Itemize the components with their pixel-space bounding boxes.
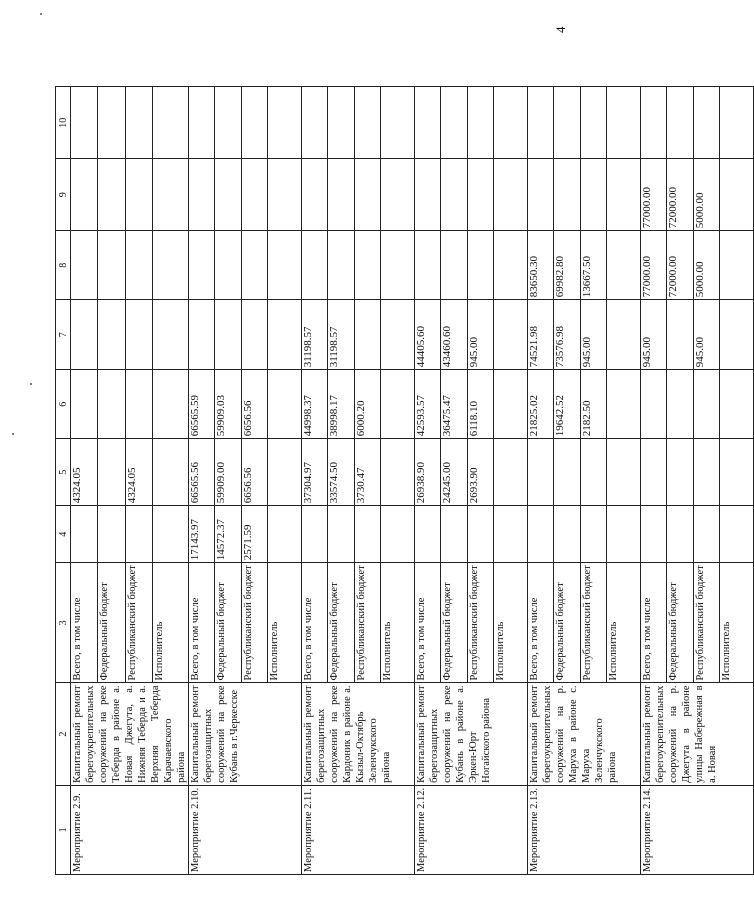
amount-cell — [441, 159, 468, 231]
header-cell: 10 — [56, 87, 71, 159]
scan-speck — [40, 13, 42, 15]
amount-cell — [415, 231, 441, 300]
amount-cell: 77000.00 — [641, 231, 667, 300]
amount-cell — [71, 231, 98, 300]
amount-cell — [641, 370, 667, 439]
amount-cell — [268, 231, 302, 300]
amount-cell — [607, 370, 641, 439]
header-cell: 1 — [56, 785, 71, 874]
amount-cell — [189, 87, 215, 159]
amount-cell — [554, 506, 581, 563]
amount-cell — [242, 300, 268, 370]
funding-source-label: Исполнитель — [720, 563, 754, 683]
amount-cell — [268, 439, 302, 506]
amount-cell — [528, 159, 554, 231]
amount-cell — [720, 439, 754, 506]
measure-id: Мероприятие 2.14. — [641, 785, 754, 874]
amount-cell: 73576.98 — [554, 300, 581, 370]
amount-cell — [641, 87, 667, 159]
amount-cell — [528, 506, 554, 563]
amount-cell — [441, 231, 468, 300]
amount-cell — [415, 159, 441, 231]
measure-id: Мероприятие 2.13. — [528, 785, 641, 874]
amount-cell: 38998.17 — [328, 370, 355, 439]
amount-cell — [494, 506, 528, 563]
measure-id: Мероприятие 2.12. — [415, 785, 528, 874]
amount-cell: 6656.56 — [242, 370, 268, 439]
amount-cell — [355, 506, 381, 563]
amount-cell: 945.00 — [694, 300, 720, 370]
amount-cell: 5000.00 — [694, 159, 720, 231]
funding-source-label: Федеральный бюджет — [441, 563, 468, 683]
funding-source-label: Федеральный бюджет — [98, 563, 126, 683]
amount-cell — [98, 159, 126, 231]
measure-id: Мероприятие 2.10. — [189, 785, 302, 874]
amount-cell: 21825.02 — [528, 370, 554, 439]
table-row — [71, 87, 98, 875]
amount-cell: 945.00 — [581, 300, 607, 370]
amount-cell — [71, 370, 98, 439]
amount-cell — [468, 159, 494, 231]
amount-cell — [126, 87, 153, 159]
amount-cell: 31198.57 — [328, 300, 355, 370]
table-body — [56, 87, 754, 875]
amount-cell — [528, 87, 554, 159]
amount-cell — [607, 506, 641, 563]
amount-cell: 3730.47 — [355, 439, 381, 506]
funding-source-label: Республиканский бюджет — [694, 563, 720, 683]
amount-cell: 74521.98 — [528, 300, 554, 370]
amount-cell — [468, 506, 494, 563]
funding-source-label: Всего, в том числе — [641, 563, 667, 683]
amount-cell — [720, 300, 754, 370]
amount-cell — [581, 439, 607, 506]
amount-cell — [581, 506, 607, 563]
measure-description: Капитальный ремонт берегоукрепительных сооружений на реке Теберда в районе а. Новая Джегута, а. Нижняя Теберда и а. Верхняя Теберда Карачаевского района — [71, 683, 189, 785]
amount-cell: 72000.00 — [667, 231, 694, 300]
amount-cell — [189, 300, 215, 370]
amount-cell — [415, 506, 441, 563]
amount-cell — [667, 506, 694, 563]
amount-cell — [694, 87, 720, 159]
amount-cell — [355, 87, 381, 159]
amount-cell — [694, 506, 720, 563]
amount-cell: 945.00 — [468, 300, 494, 370]
measure-id: Мероприятие 2.11. — [302, 785, 415, 874]
funding-source-label: Республиканский бюджет — [581, 563, 607, 683]
amount-cell — [71, 300, 98, 370]
amount-cell — [126, 370, 153, 439]
amount-cell: 69982.80 — [554, 231, 581, 300]
amount-cell — [581, 87, 607, 159]
funding-source-label: Республиканский бюджет — [355, 563, 381, 683]
amount-cell: 42593.57 — [415, 370, 441, 439]
amount-cell — [328, 506, 355, 563]
amount-cell: 945.00 — [641, 300, 667, 370]
amount-cell — [381, 300, 415, 370]
amount-cell — [720, 506, 754, 563]
amount-cell — [607, 87, 641, 159]
amount-cell — [641, 506, 667, 563]
amount-cell — [328, 231, 355, 300]
page-number: 4 — [553, 26, 568, 33]
amount-cell — [554, 159, 581, 231]
amount-cell — [441, 506, 468, 563]
amount-cell — [607, 159, 641, 231]
funding-source-label: Республиканский бюджет — [126, 563, 153, 683]
funding-source-label: Исполнитель — [607, 563, 641, 683]
amount-cell: 2693.90 — [468, 439, 494, 506]
amount-cell — [153, 87, 189, 159]
amount-cell: 33574.50 — [328, 439, 355, 506]
measure-id: Мероприятие 2.9. — [71, 785, 189, 874]
amount-cell — [98, 370, 126, 439]
amount-cell: 19642.52 — [554, 370, 581, 439]
scan-speck — [12, 433, 14, 435]
amount-cell — [667, 439, 694, 506]
amount-cell — [302, 87, 328, 159]
table-row — [189, 87, 215, 875]
amount-cell — [153, 439, 189, 506]
amount-cell — [215, 231, 242, 300]
measure-description: Капитальный ремонт берегозащитных сооружений на реке Кубань в г.Черкесске — [189, 683, 302, 785]
funding-source-label: Федеральный бюджет — [554, 563, 581, 683]
amount-cell — [268, 300, 302, 370]
scan-speck — [30, 383, 32, 385]
funding-source-label: Всего, в том числе — [415, 563, 441, 683]
amount-cell — [126, 300, 153, 370]
funding-source-label: Исполнитель — [268, 563, 302, 683]
amount-cell — [720, 159, 754, 231]
program-table — [55, 86, 754, 875]
amount-cell — [153, 300, 189, 370]
amount-cell — [667, 87, 694, 159]
amount-cell — [355, 231, 381, 300]
amount-cell: 77000.00 — [641, 159, 667, 231]
amount-cell — [71, 87, 98, 159]
amount-cell — [302, 159, 328, 231]
amount-cell — [554, 87, 581, 159]
amount-cell — [98, 231, 126, 300]
amount-cell: 24245.00 — [441, 439, 468, 506]
measure-description: Капитальный ремонт берегозащитных сооружений на реке Кардоник в районе а. Кызыл-Октябрь Зеленчукского района — [302, 683, 415, 785]
amount-cell: 17143.97 — [189, 506, 215, 563]
header-cell: 3 — [56, 563, 71, 683]
table-row — [641, 87, 667, 875]
funding-source-label: Республиканский бюджет — [242, 563, 268, 683]
amount-cell: 66565.56 — [189, 439, 215, 506]
amount-cell — [494, 159, 528, 231]
amount-cell: 2182.50 — [581, 370, 607, 439]
amount-cell — [153, 231, 189, 300]
amount-cell — [528, 439, 554, 506]
header-row — [56, 87, 71, 875]
amount-cell: 36475.47 — [441, 370, 468, 439]
amount-cell: 44998.37 — [302, 370, 328, 439]
amount-cell — [607, 300, 641, 370]
amount-cell — [381, 87, 415, 159]
amount-cell: 44405.60 — [415, 300, 441, 370]
funding-source-label: Федеральный бюджет — [667, 563, 694, 683]
amount-cell — [328, 87, 355, 159]
amount-cell — [468, 231, 494, 300]
amount-cell: 5000.00 — [694, 231, 720, 300]
amount-cell: 2571.59 — [242, 506, 268, 563]
measure-description: Капитальный ремонт берегоукрепительных сооружений на р. Джегута в районе улицы Набережная в а. Новая — [641, 683, 754, 785]
amount-cell — [667, 370, 694, 439]
table-row — [302, 87, 328, 875]
funding-source-label: Федеральный бюджет — [328, 563, 355, 683]
amount-cell — [242, 159, 268, 231]
amount-cell — [494, 231, 528, 300]
amount-cell — [641, 439, 667, 506]
amount-cell: 4324.05 — [126, 439, 153, 506]
amount-cell: 14572.37 — [215, 506, 242, 563]
amount-cell — [302, 231, 328, 300]
amount-cell: 31198.57 — [302, 300, 328, 370]
amount-cell — [667, 300, 694, 370]
header-cell: 6 — [56, 370, 71, 439]
amount-cell: 83650.30 — [528, 231, 554, 300]
amount-cell — [268, 87, 302, 159]
amount-cell: 43460.60 — [441, 300, 468, 370]
amount-cell: 72000.00 — [667, 159, 694, 231]
amount-cell — [328, 159, 355, 231]
amount-cell — [355, 159, 381, 231]
amount-cell: 6000.20 — [355, 370, 381, 439]
amount-cell — [71, 506, 98, 563]
amount-cell — [494, 439, 528, 506]
funding-source-label: Всего, в том числе — [71, 563, 98, 683]
measure-description: Капитальный ремонт берегоукрепительных сооружений на р. Маруха в районе с. Маруха Зеленчукского района — [528, 683, 641, 785]
amount-cell — [607, 231, 641, 300]
funding-source-label: Всего, в том числе — [189, 563, 215, 683]
amount-cell — [302, 506, 328, 563]
amount-cell: 6118.10 — [468, 370, 494, 439]
amount-cell — [98, 300, 126, 370]
amount-cell — [607, 439, 641, 506]
table-row — [528, 87, 554, 875]
funding-source-label: Исполнитель — [494, 563, 528, 683]
amount-cell: 6656.56 — [242, 439, 268, 506]
amount-cell — [126, 159, 153, 231]
funding-source-label: Федеральный бюджет — [215, 563, 242, 683]
header-cell: 2 — [56, 683, 71, 785]
amount-cell — [98, 439, 126, 506]
amount-cell — [554, 439, 581, 506]
amount-cell — [581, 159, 607, 231]
header-cell: 9 — [56, 159, 71, 231]
amount-cell — [126, 231, 153, 300]
amount-cell — [268, 159, 302, 231]
amount-cell: 59909.03 — [215, 370, 242, 439]
amount-cell — [242, 231, 268, 300]
amount-cell — [215, 300, 242, 370]
header-cell: 7 — [56, 300, 71, 370]
amount-cell — [494, 300, 528, 370]
amount-cell — [126, 506, 153, 563]
amount-cell — [268, 370, 302, 439]
amount-cell — [468, 87, 494, 159]
amount-cell — [720, 87, 754, 159]
funding-source-label: Всего, в том числе — [302, 563, 328, 683]
amount-cell — [98, 87, 126, 159]
amount-cell: 13667.50 — [581, 231, 607, 300]
amount-cell — [153, 159, 189, 231]
amount-cell: 4324.05 — [71, 439, 98, 506]
measure-description: Капитальный ремонт берегозащитных сооружений на реке Кубань в районе а. Эркен-Юрт Ногайского района — [415, 683, 528, 785]
amount-cell — [694, 439, 720, 506]
table-row — [415, 87, 441, 875]
funding-source-label: Всего, в том числе — [528, 563, 554, 683]
amount-cell: 66565.59 — [189, 370, 215, 439]
amount-cell — [215, 87, 242, 159]
amount-cell — [153, 506, 189, 563]
header-cell: 8 — [56, 231, 71, 300]
amount-cell: 59909.00 — [215, 439, 242, 506]
amount-cell — [355, 300, 381, 370]
funding-source-label: Исполнитель — [381, 563, 415, 683]
amount-cell — [494, 87, 528, 159]
amount-cell — [494, 370, 528, 439]
amount-cell — [153, 370, 189, 439]
amount-cell — [98, 506, 126, 563]
amount-cell — [415, 87, 441, 159]
amount-cell — [381, 370, 415, 439]
amount-cell — [71, 159, 98, 231]
funding-source-label: Республиканский бюджет — [468, 563, 494, 683]
amount-cell — [189, 231, 215, 300]
amount-cell — [381, 159, 415, 231]
amount-cell — [215, 159, 242, 231]
amount-cell: 37304.97 — [302, 439, 328, 506]
amount-cell — [720, 370, 754, 439]
amount-cell — [381, 231, 415, 300]
amount-cell — [242, 87, 268, 159]
amount-cell — [268, 506, 302, 563]
amount-cell — [694, 370, 720, 439]
amount-cell — [720, 231, 754, 300]
amount-cell — [381, 506, 415, 563]
amount-cell — [189, 159, 215, 231]
header-cell: 5 — [56, 439, 71, 506]
funding-source-label: Исполнитель — [153, 563, 189, 683]
amount-cell: 26938.90 — [415, 439, 441, 506]
header-cell: 4 — [56, 506, 71, 563]
amount-cell — [381, 439, 415, 506]
amount-cell — [441, 87, 468, 159]
